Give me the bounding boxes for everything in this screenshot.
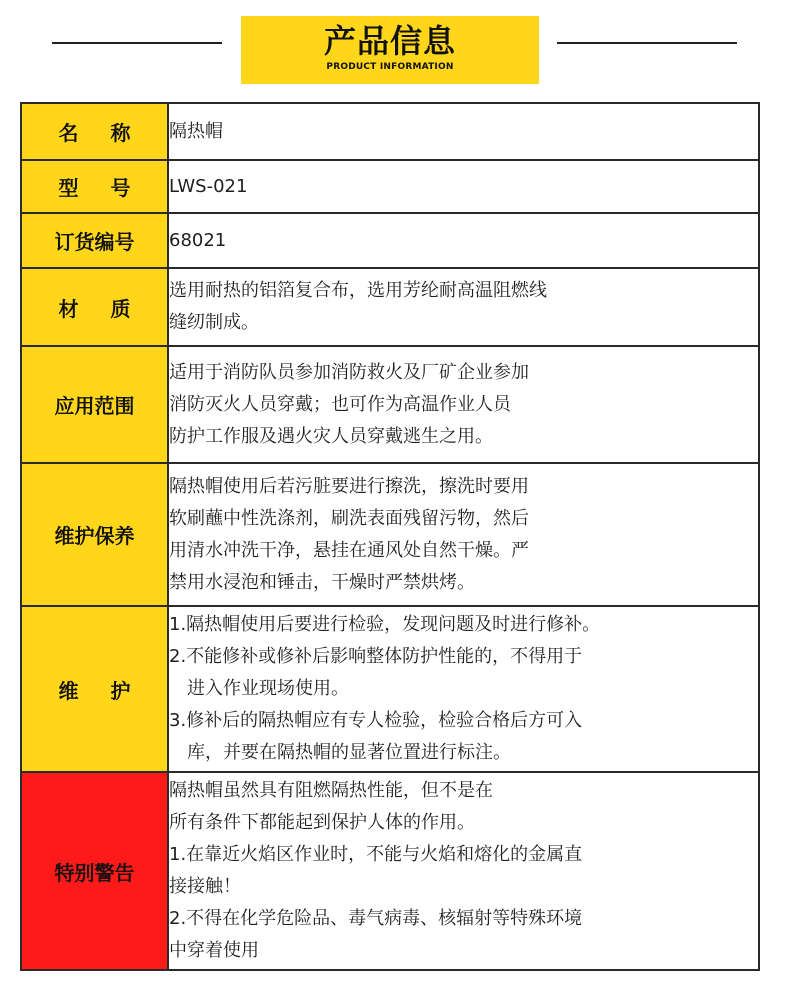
value-name: 隔热帽 xyxy=(168,103,759,160)
label-application: 应用范围 xyxy=(21,346,168,463)
page-header xyxy=(0,0,790,102)
page-subtitle: PRODUCT INFORMATION xyxy=(326,62,454,72)
row-maintenance-care xyxy=(21,463,759,606)
value-repair: 1.隔热帽使用后要进行检验，发现问题及时进行修补。 2.不能修补或修补后影响整体防护性能的，不得用于 进入作业现场使用。 3.修补后的隔热帽应有专人检验，检验合格后方可入 库，并要在隔热帽的显著位置进行标注。 xyxy=(168,606,759,772)
header-rule-right xyxy=(557,42,737,44)
value-model: LWS-021 xyxy=(168,160,759,213)
label-material: 材 质 xyxy=(21,268,168,346)
value-special-warning: 隔热帽虽然具有阻燃隔热性能，但不是在 所有条件下都能起到保护人体的作用。 1.在靠近火焰区作业时，不能与火焰和熔化的金属直 接接触！ 2.不得在化学危险品、毒气病毒、核辐射等特殊环境 中穿着使用 xyxy=(168,772,759,970)
label-repair: 维 护 xyxy=(21,606,168,772)
row-application xyxy=(21,346,759,463)
title-banner xyxy=(241,16,539,84)
label-maintenance-care: 维护保养 xyxy=(21,463,168,606)
row-order-number xyxy=(21,213,759,268)
page-title: 产品信息 xyxy=(323,22,456,60)
label-model: 型 号 xyxy=(21,160,168,213)
header-rule-left xyxy=(52,42,222,44)
value-maintenance-care: 隔热帽使用后若污脏要进行擦洗，擦洗时要用 软刷蘸中性洗涤剂，刷洗表面残留污物，然后 用清水冲洗干净，悬挂在通风处自然干燥。严 禁用水浸泡和锤击，干燥时严禁烘烤。 xyxy=(168,463,759,606)
label-name: 名 称 xyxy=(21,103,168,160)
value-application: 适用于消防队员参加消防救火及厂矿企业参加 消防灭火人员穿戴；也可作为高温作业人员 防护工作服及遇火灾人员穿戴逃生之用。 xyxy=(168,346,759,463)
row-material xyxy=(21,268,759,346)
product-info-table xyxy=(20,102,760,971)
row-repair xyxy=(21,606,759,772)
value-material: 选用耐热的铝箔复合布，选用芳纶耐高温阻燃线 缝纫制成。 xyxy=(168,268,759,346)
row-special-warning xyxy=(21,772,759,970)
label-order-number: 订货编号 xyxy=(21,213,168,268)
label-special-warning: 特别警告 xyxy=(21,772,168,970)
value-order-number: 68021 xyxy=(168,213,759,268)
row-name xyxy=(21,103,759,160)
row-model xyxy=(21,160,759,213)
